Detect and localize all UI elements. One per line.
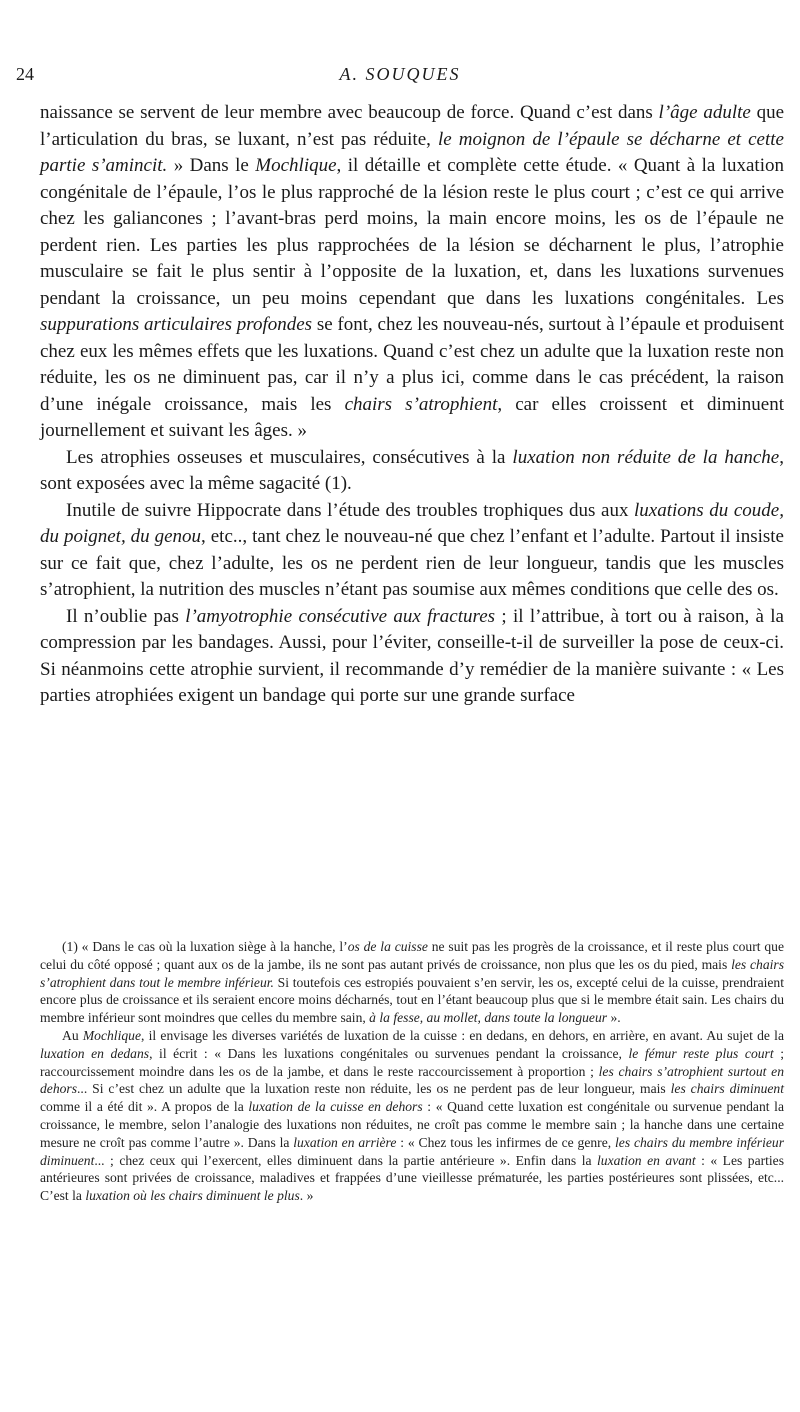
italic-span: luxation en arrière — [293, 1134, 397, 1150]
italic-span: l’amyotrophie consécutive aux fractures — [185, 605, 496, 627]
italic-span: Mochlique — [82, 1027, 141, 1043]
footnote-1 — [40, 938, 784, 1027]
italic-span: os de la cuisse — [347, 939, 428, 954]
italic-span: les chairs s’atrophient dans tout le membre inférieur. — [40, 956, 784, 990]
italic-span: suppurations articulaires profondes — [40, 314, 313, 335]
italic-span: luxation de la cuisse en dehors — [248, 1099, 423, 1115]
text-span: ne suit pas les progrès de la croissance, et il reste plus court que celui du côté opposé ; quant aux os de la jambe, ils ne sont pas autant privés de croissance, non plus que les os du pied, mais — [40, 939, 784, 972]
text-span: ... ; chez ceux qui l’exercent, elles diminuent dans la partie antérieure ». Enfin dans la — [94, 1152, 598, 1168]
italic-span: luxation non réduite de la hanche — [512, 446, 780, 468]
text-span: , sont exposées avec la même sagacité (1). — [40, 446, 784, 494]
main-text — [40, 100, 784, 710]
text-span: que l’articulation du bras, se luxant, n’est pas réduite, — [40, 102, 785, 150]
text-span: . » — [299, 1188, 314, 1204]
text-span: ... Si c’est chez un adulte que la luxation reste non réduite, les os ne perdent pas de leur longueur, mais — [77, 1081, 671, 1097]
italic-span: luxations du coude, du poignet, du genou — [40, 499, 784, 547]
page-number: 24 — [16, 64, 34, 84]
text-span: ; il l’attribue, à tort ou à raison, à la compression par les bandages. Aussi, pour l’éviter, conseille-t-il de surveiller la pose de ceux-ci. Si néanmoins cette atrophie survient, il recommande d’y remédier de la manière suivante : « Les parties atrophiées exigent un bandage qui porte sur une grande surface — [40, 605, 784, 706]
text-span: naissance se servent de leur membre avec beaucoup de force. Quand c’est dans — [40, 102, 659, 123]
text-span: Inutile de suivre Hippocrate dans l’étude des troubles trophiques dus aux — [66, 499, 635, 521]
text-span: : « Chez tous les infirmes de ce genre, — [396, 1134, 616, 1150]
italic-span: à la fesse, au mollet, dans toute la longueur — [369, 1010, 608, 1026]
text-span: comme il a été dit ». A propos de la — [40, 1099, 249, 1115]
text-span: , etc.., tant chez le nouveau-né que chez l’enfant et l’adulte. Partout il insiste sur ce fait que, chez l’adulte, les os ne perdent rien de leur longueur, tandis que les muscles s’atrophient, la nutrition des muscles n’étant pas soumise aux mêmes conditions que celle des os. — [40, 526, 784, 600]
text-span: , il écrit : « Dans les luxations congénitales ou survenues pendant la croissance, — [149, 1045, 629, 1061]
text-span: ». — [607, 1010, 621, 1026]
footnotes — [40, 938, 784, 1205]
text-span: , il envisage les diverses variétés de luxation de la cuisse : en dedans, en dehors, en arrière, en avant. Au sujet de la — [141, 1027, 784, 1043]
italic-span: les chairs diminuent — [670, 1081, 784, 1097]
italic-span: chairs s’atrophient — [344, 393, 498, 415]
text-span: ; raccourcissement moindre dans les os de la jambe, et dans le reste raccourcissement à proportion ; — [40, 1045, 784, 1079]
text-span: se font, chez les nouveau-nés, surtout à l’épaule et produisent chez eux les mêmes effets que les luxations. Quand c’est chez un adulte que la luxation reste non réduite, les os ne diminuent pas, car il n’y a plus ici, comme dans le cas précédent, la raison d’une inégale croissance, mais les — [40, 314, 784, 415]
footnote-2 — [40, 1027, 784, 1205]
text-span: : « Les parties antérieures sont privées de croissance, maladives et frappées d’une vieillesse prématurée, les parties postérieures sont plissées, etc... C’est la — [40, 1152, 785, 1204]
italic-span: luxation en dedans — [40, 1045, 150, 1061]
running-head: A. SOUQUES — [339, 64, 461, 84]
italic-span: luxation où les chairs diminuent le plus — [85, 1188, 300, 1204]
paragraph-2 — [40, 445, 784, 498]
italic-span: le fémur reste plus court — [628, 1045, 774, 1061]
text-span: » Dans le — [167, 155, 256, 176]
text-span: : « Quand cette luxation est congénitale ou survenue pendant la croissance, le membre, selon l’analogie des luxations non réduites, ne croît pas comme le membre sain ; la hanche dans une certaine mesure ne croît pas comme l’autre ». Dans la — [40, 1099, 784, 1150]
italic-span: l’âge adulte — [658, 102, 751, 123]
text-span: (1) « Dans le cas où la luxation siège à la hanche, l’ — [62, 939, 348, 954]
italic-span: luxation en avant — [597, 1152, 696, 1168]
italic-span: Mochlique — [255, 155, 337, 176]
italic-span: les chairs du membre inférieur diminuent — [40, 1134, 784, 1168]
paragraph-1 — [40, 100, 784, 445]
text-span: Si toutefois ces estropiés pouvaient s’en servir, les os, excepté celui de la cuisse, prendraient encore plus de croissance et ils seraient encore moins décharnés, tout en l’étant beaucoup plus que si le membre était sain. Les chairs du membre inférieur sont moindres que celles du membre sain, — [40, 974, 784, 1026]
italic-span: le moignon de l’épaule se décharne et cette partie s’amincit. — [40, 128, 784, 176]
text-span: , car elles croissent et diminuent journellement et suivant les âges. » — [40, 393, 784, 441]
italic-span: les chairs s’atrophient surtout en dehors — [40, 1063, 784, 1097]
paragraph-3 — [40, 498, 784, 604]
text-span: Les atrophies osseuses et musculaires, consécutives à la — [66, 446, 513, 468]
text-span: Il n’oublie pas — [66, 605, 186, 627]
text-span: , il détaille et complète cette étude. « Quant à la luxation congénitale de l’épaule, l’os le plus rapproché de la lésion reste le plus court ; c’est ce qui arrive chez les galiancones ; l’avant-bras perd moins, la main encore moins, les os de l’épaule ne perdent rien. Les parties les plus rapprochées de la lésion se décharnent le plus, l’atrophie musculaire se fait le plus sentir à l’opposite de la luxation, et, dans les luxations survenues pendant la croissance, un peu moins cependant que dans les luxations congénitales. Les — [40, 155, 784, 309]
paragraph-4 — [40, 604, 784, 710]
text-span: Au — [62, 1027, 83, 1043]
